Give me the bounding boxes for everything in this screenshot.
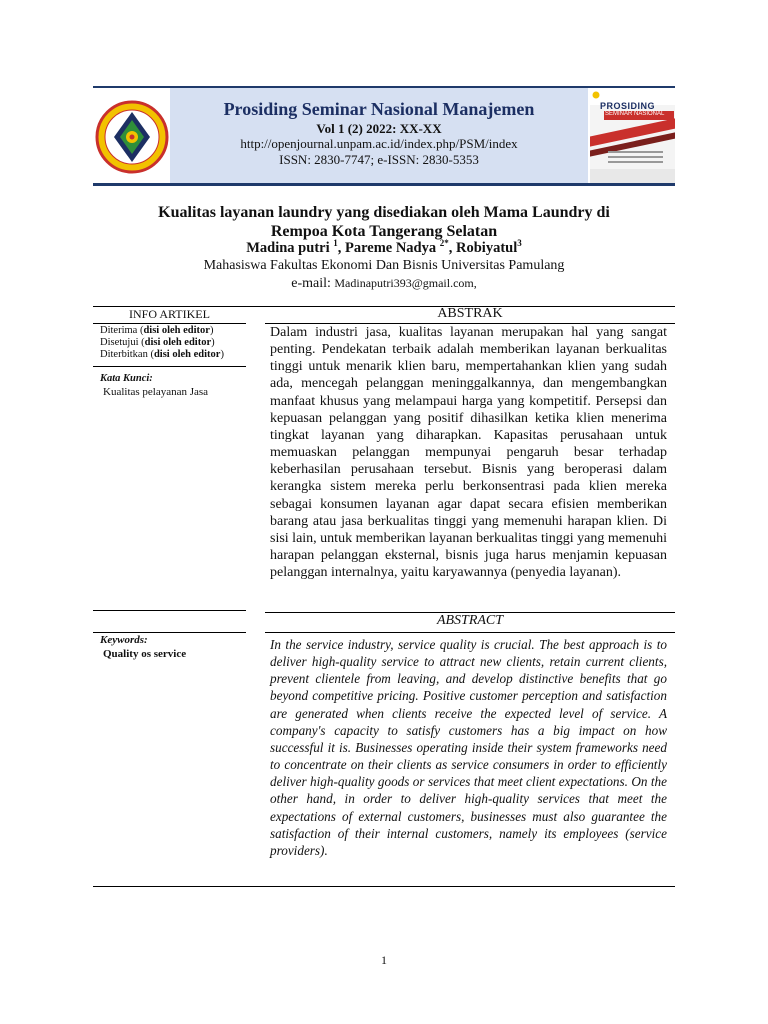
kata-kunci-value: Kualitas pelayanan Jasa bbox=[103, 386, 209, 398]
abstract-text: In the service industry, service quality is crucial. The best approach is to deliver high-quality service to attract new clients, retain current clients, prevent clientele from leaving, and develop distinctive benefits that go beyond competitive pricing. Positive customer perception and satisfaction are generated when clients receive the expected level of service. A company's capacity to satisfy customers has a big impact on how successful it is. Businesses operating inside their system frameworks need to concentrate on their clients as service consumers in order to efficiently deliver high-quality goods or services that meet client expectations. On the other hand, in order to deliver high-quality services that meet the expectations of external customers, businesses must also guarantee the satisfaction of their internal customers, namely its employees (service providers). bbox=[270, 637, 667, 858]
author-affiliation: Mahasiswa Fakultas Ekonomi Dan Bisnis Universitas Pamulang bbox=[203, 258, 565, 273]
proceedings-cover-image bbox=[590, 89, 675, 183]
journal-header bbox=[93, 86, 675, 186]
keywords-value: Quality os service bbox=[103, 648, 187, 660]
abstrak-heading: ABSTRAK bbox=[437, 306, 503, 321]
keywords-label: Keywords: bbox=[100, 634, 148, 646]
abstract-heading: ABSTRACT bbox=[436, 613, 504, 628]
page-number: 1 bbox=[381, 953, 387, 967]
table-bottom-rule bbox=[93, 886, 675, 887]
article-authors: Madina putri $^1$, Pareme Nadya $^{2*}$, Robiyatul$^3$ bbox=[246, 238, 522, 256]
kata-kunci-label: Kata Kunci: bbox=[100, 373, 153, 384]
university-logo-icon bbox=[95, 100, 169, 174]
journal-volume: Vol 1 (2) 2022: XX-XX bbox=[316, 121, 442, 136]
journal-url[interactable]: http://openjournal.unpam.ac.id/index.php/PSM/index bbox=[240, 136, 518, 151]
abstrak-text: Dalam industri jasa, kualitas layanan merupakan hal yang sangat penting. Pendekatan terbaik adalah memberikan layanan berkualitas tinggi untuk menarik klien baru, mempertahankan klien yang sudah ada, mencegah pelanggan meninggalkannya, dan mengembangkan manfaat khusus yang melampaui harga yang kompetitif. Persepsi dan kepuasan pelanggan yang positif dihasilkan ketika klien menerima tingkat layanan yang diharapkan. Kapasitas perusahaan untuk memuaskan pelanggan mempunyai pengaruh besar terhadap keberhasilan perusahaan tersebut. Bisnis yang beroperasi dalam kerangka sistem mereka perlu berkonsentrasi pada klien mereka sebagai konsumen layanan agar dapat secara efisien memberikan barang atau jasa berkualitas tinggi yang memenuhi harapan klien. Di sisi lain, untuk memberikan layanan berkualitas tinggi yang memenuhi harapan pelanggan eksternal, bisnis juga harus menjamin kepuasan pelanggan internalnya, yaitu karyawannya (penyedia layanan). bbox=[270, 325, 667, 581]
cover-subtitle: SEMINAR NASIONAL bbox=[605, 111, 665, 117]
cover-logo-icon bbox=[592, 91, 600, 99]
journal-issn: ISSN: 2830-7747; e-ISSN: 2830-5353 bbox=[279, 152, 479, 167]
received-date: Diterima (disi oleh editor) bbox=[100, 325, 214, 336]
info-artikel-heading: INFO ARTIKEL bbox=[129, 307, 210, 321]
author-email: e-mail: Madinaputri393@gmail.com, bbox=[291, 276, 477, 291]
journal-title: Prosiding Seminar Nasional Manajemen bbox=[223, 99, 535, 119]
published-date: Diterbitkan (disi oleh editor) bbox=[100, 349, 224, 360]
email-link[interactable]: Madinaputri393@gmail.com, bbox=[334, 276, 477, 290]
header-bottom-rule bbox=[93, 183, 675, 186]
article-title: Kualitas layanan laundry yang disediakan oleh Mama Laundry di Rempoa Kota Tangerang Selatan bbox=[158, 204, 610, 240]
cover-title: PROSIDING bbox=[600, 101, 656, 111]
approved-date: Disetujui (disi oleh editor) bbox=[100, 337, 215, 348]
